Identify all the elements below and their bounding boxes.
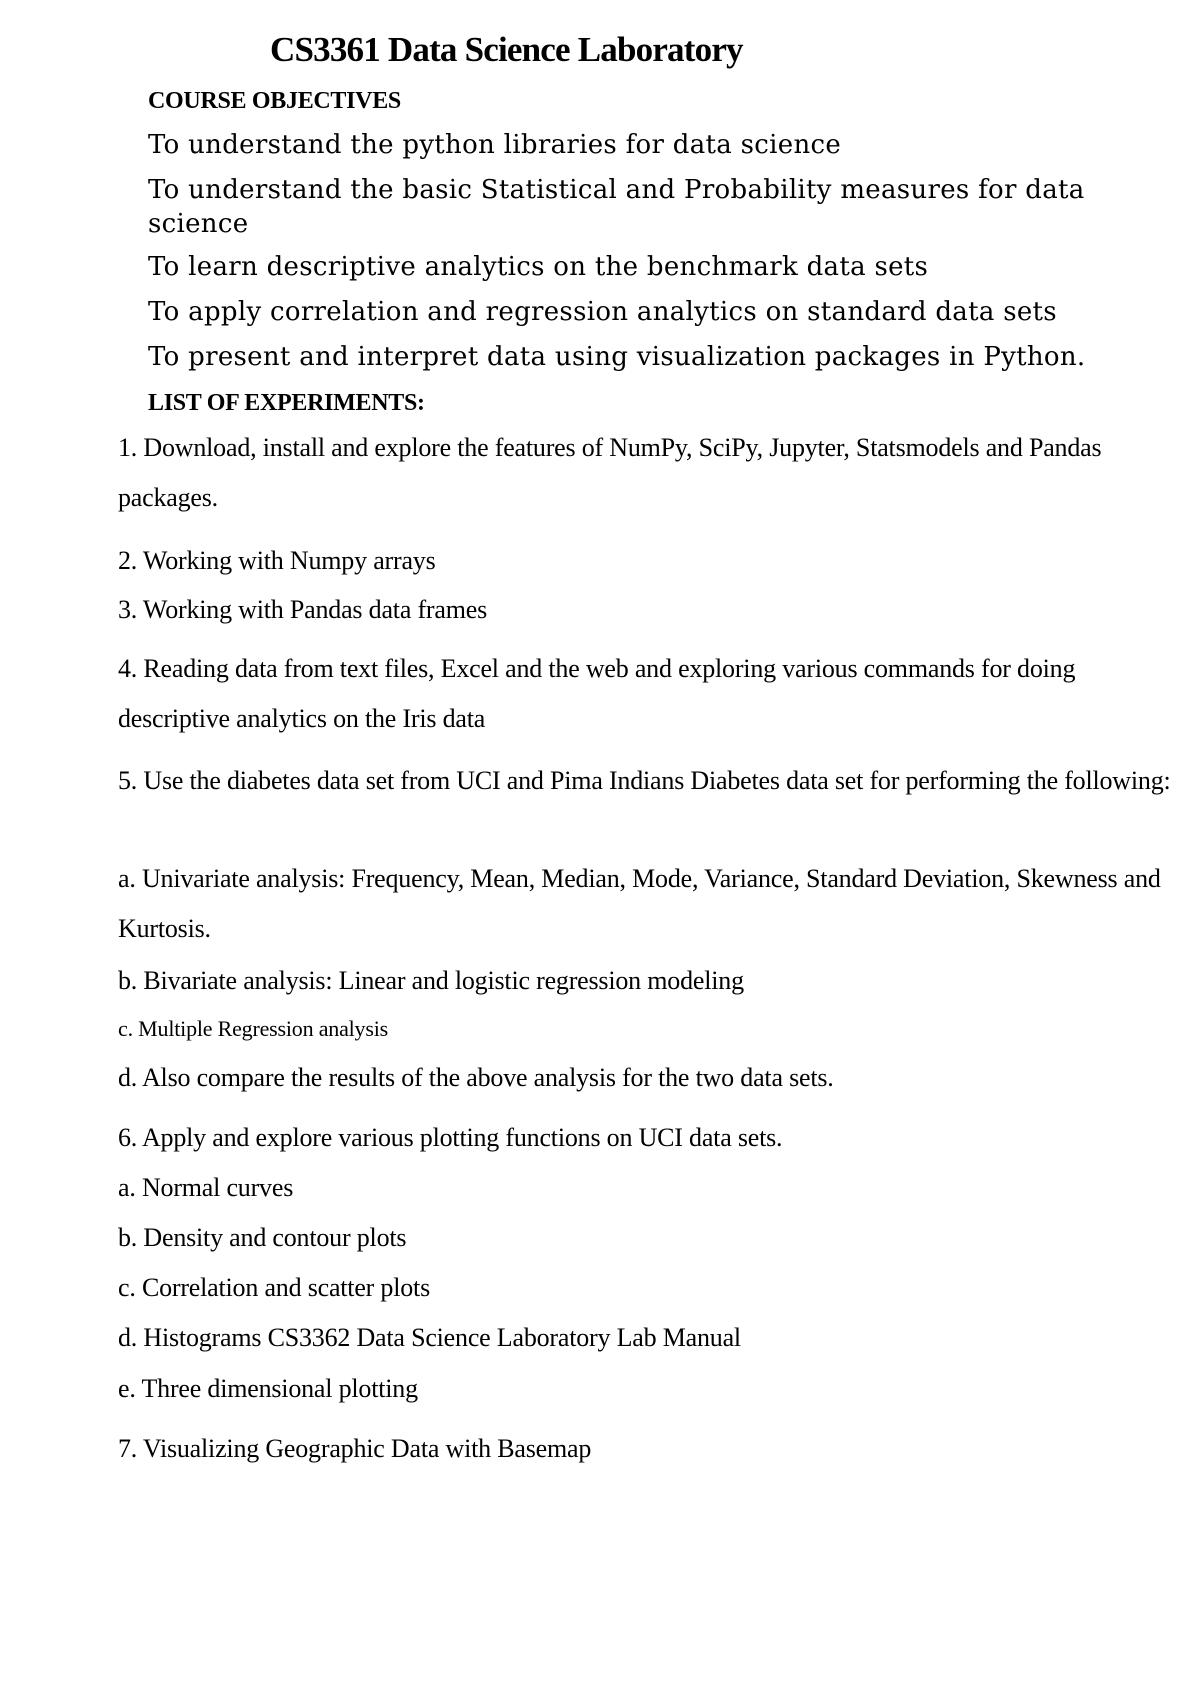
experiment-item: d. Also compare the results of the above analysis for the two data sets. bbox=[118, 1063, 834, 1092]
objective-item: To present and interpret data using visualization packages in Python. bbox=[148, 342, 1086, 372]
experiments-heading: LIST OF EXPERIMENTS: bbox=[148, 390, 425, 416]
experiment-item: 7. Visualizing Geographic Data with Basemap bbox=[118, 1434, 592, 1463]
objective-item: To apply correlation and regression analytics on standard data sets bbox=[148, 297, 1057, 327]
experiment-item: 6. Apply and explore various plotting functions on UCI data sets. bbox=[118, 1123, 783, 1152]
experiment-item: c. Multiple Regression analysis bbox=[118, 1016, 388, 1041]
objectives-heading: COURSE OBJECTIVES bbox=[148, 88, 401, 114]
experiment-item: a. Normal curves bbox=[118, 1173, 294, 1202]
experiment-item: a. Univariate analysis: Frequency, Mean, Median, Mode, Variance, Standard Deviation, Skewness and Kurtosis. bbox=[118, 864, 1161, 943]
experiment-item: 5. Use the diabetes data set from UCI and Pima Indians Diabetes data set for performing the following: bbox=[118, 766, 1171, 795]
experiment-item: e. Three dimensional plotting bbox=[118, 1374, 418, 1403]
experiment-item: b. Density and contour plots bbox=[118, 1223, 407, 1252]
experiment-item: c. Correlation and scatter plots bbox=[118, 1273, 430, 1302]
experiment-item: 3. Working with Pandas data frames bbox=[118, 595, 487, 624]
objective-item: To understand the python libraries for data science bbox=[148, 130, 842, 160]
experiment-item: 2. Working with Numpy arrays bbox=[118, 546, 436, 575]
document-title: CS3361 Data Science Laboratory bbox=[270, 30, 743, 69]
experiment-item: 1. Download, install and explore the features of NumPy, SciPy, Jupyter, Statsmodels and Pandas packages. bbox=[118, 433, 1102, 512]
objective-item: To learn descriptive analytics on the benchmark data sets bbox=[148, 252, 929, 282]
experiment-item: d. Histograms CS3362 Data Science Laboratory Lab Manual bbox=[118, 1323, 741, 1352]
experiment-item: b. Bivariate analysis: Linear and logistic regression modeling bbox=[118, 966, 744, 995]
objective-item: To understand the basic Statistical and Probability measures for data science bbox=[148, 175, 1085, 239]
experiment-item: 4. Reading data from text files, Excel and the web and exploring various commands for doing descriptive analytics on the Iris data bbox=[118, 654, 1076, 733]
